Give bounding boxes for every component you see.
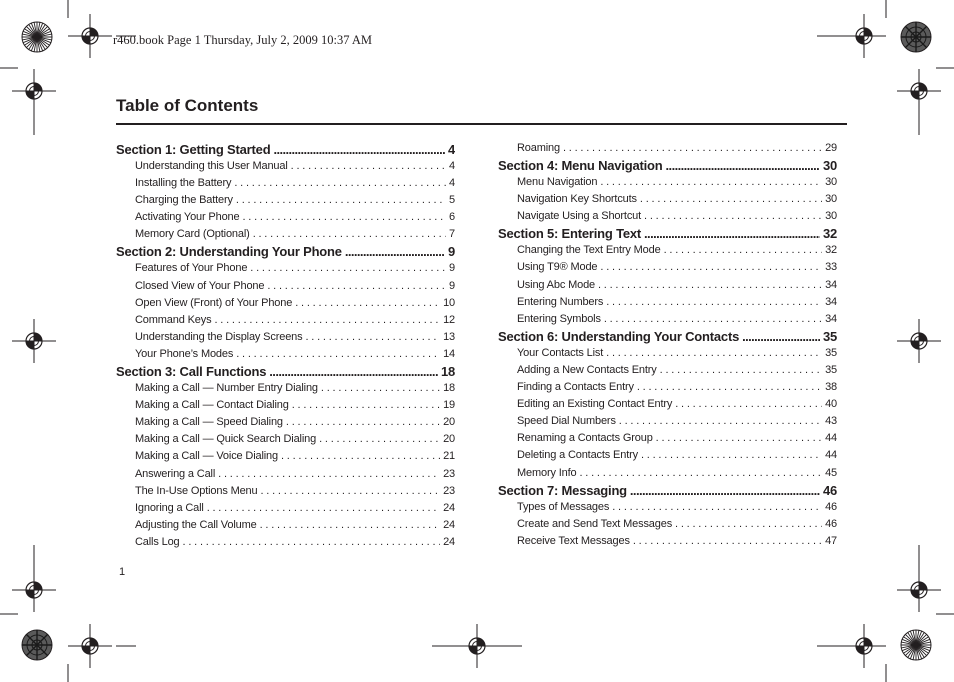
- toc-label: Using T9® Mode: [517, 261, 598, 274]
- dot-leader: [273, 141, 445, 158]
- toc-entry[interactable]: [116, 500, 455, 517]
- dot-leader: [250, 260, 446, 277]
- toc-label: Making a Call — Speed Dialing: [135, 416, 283, 429]
- toc-section-heading[interactable]: [116, 363, 455, 380]
- toc-label: Section 6: Understanding Your Contacts: [498, 328, 740, 344]
- toc-page-number: 13: [443, 330, 455, 343]
- toc-label: Ignoring a Call: [135, 501, 204, 514]
- toc-entry[interactable]: [116, 448, 455, 465]
- dot-leader: [243, 209, 447, 226]
- dot-leader: [675, 516, 822, 533]
- dot-leader: [253, 226, 446, 243]
- toc-entry[interactable]: [498, 208, 837, 225]
- toc-label: Open View (Front) of Your Phone: [135, 296, 293, 309]
- toc-entry[interactable]: [498, 277, 837, 294]
- dot-leader: [286, 414, 440, 431]
- toc-label: Editing an Existing Contact Entry: [517, 398, 673, 411]
- toc-entry[interactable]: [498, 242, 837, 259]
- toc-right-column: [498, 140, 837, 550]
- toc-section-heading[interactable]: [498, 225, 837, 242]
- dot-leader: [218, 466, 440, 483]
- toc-page-number: 23: [443, 467, 455, 480]
- dot-leader: [637, 379, 822, 396]
- toc-entry[interactable]: [498, 362, 837, 379]
- toc-entry[interactable]: [116, 397, 455, 414]
- toc-label: Section 3: Call Functions: [116, 364, 267, 380]
- toc-entry[interactable]: [116, 175, 455, 192]
- dot-leader: [269, 363, 438, 380]
- toc-section-heading[interactable]: [116, 243, 455, 260]
- toc-entry[interactable]: [498, 311, 837, 328]
- dot-leader: [579, 465, 822, 482]
- toc-label: Understanding this User Manual: [135, 160, 288, 172]
- toc-page-number: 46: [825, 517, 837, 530]
- dot-leader: [675, 396, 822, 413]
- toc-label: Receive Text Messages: [517, 534, 630, 547]
- toc-entry[interactable]: [498, 191, 837, 208]
- toc-entry[interactable]: [498, 174, 837, 191]
- dot-leader: [295, 295, 440, 312]
- page-number: 1: [119, 566, 126, 578]
- toc-page-number: 7: [449, 228, 455, 241]
- toc-page-number: 10: [443, 296, 455, 309]
- toc-label: Calls Log: [135, 535, 180, 548]
- toc-page-number: 32: [822, 226, 837, 242]
- toc-label: Adjusting the Call Volume: [135, 518, 257, 531]
- toc-section-heading[interactable]: [498, 157, 837, 174]
- toc-label: Features of Your Phone: [135, 262, 248, 275]
- toc-section-heading[interactable]: [116, 141, 455, 158]
- toc-label: Roaming: [517, 142, 560, 154]
- dot-leader: [660, 362, 822, 379]
- toc-entry[interactable]: [498, 413, 837, 430]
- dot-leader: [183, 534, 441, 551]
- toc-page-number: 19: [443, 399, 455, 412]
- dot-leader: [291, 158, 446, 175]
- toc-page-number: 40: [825, 398, 837, 411]
- toc-page-number: 43: [825, 415, 837, 428]
- toc-entry[interactable]: [116, 534, 455, 551]
- dot-leader: [742, 328, 820, 345]
- toc-entry[interactable]: [116, 346, 455, 363]
- toc-page-number: 35: [822, 328, 837, 344]
- dot-leader: [236, 192, 446, 209]
- dot-leader: [305, 329, 440, 346]
- toc-label: Section 5: Entering Text: [498, 226, 642, 242]
- dot-leader: [261, 483, 441, 500]
- toc-entry[interactable]: [498, 447, 837, 464]
- dot-leader: [292, 397, 440, 414]
- toc-entry[interactable]: [116, 329, 455, 346]
- toc-page-number: 14: [443, 347, 455, 360]
- toc-page-number: 21: [443, 450, 455, 463]
- toc-page-number: 24: [443, 501, 455, 514]
- toc-page-number: 9: [449, 262, 455, 275]
- toc-page-number: 4: [449, 177, 455, 190]
- toc-label: Understanding the Display Screens: [135, 330, 303, 343]
- toc-entry[interactable]: [116, 295, 455, 312]
- toc-entry[interactable]: [116, 260, 455, 277]
- toc-page-number: 18: [443, 382, 455, 395]
- toc-label: Create and Send Text Messages: [517, 517, 673, 530]
- dot-leader: [214, 312, 440, 329]
- toc-label: The In-Use Options Menu: [135, 484, 258, 497]
- toc-page-number: 35: [825, 363, 837, 376]
- dot-leader: [656, 430, 822, 447]
- toc-label: Your Phone’s Modes: [135, 347, 234, 360]
- toc-label: Section 4: Menu Navigation: [498, 158, 663, 174]
- toc-label: Answering a Call: [135, 467, 216, 480]
- dot-leader: [641, 447, 822, 464]
- dot-leader: [619, 413, 822, 430]
- toc-page-number: 4: [449, 160, 455, 172]
- toc-label: Section 7: Messaging: [498, 482, 627, 498]
- toc-page-number: 30: [825, 210, 837, 223]
- toc-entry[interactable]: [498, 516, 837, 533]
- toc-label: Menu Navigation: [517, 176, 598, 189]
- toc-entry[interactable]: [116, 466, 455, 483]
- toc-label: Memory Info: [517, 466, 577, 479]
- toc-page-number: 30: [822, 158, 837, 174]
- toc-label: Entering Numbers: [517, 295, 604, 308]
- dot-leader: [600, 259, 822, 276]
- toc-label: Types of Messages: [517, 500, 610, 513]
- toc-entry[interactable]: [116, 431, 455, 448]
- toc-page-number: 35: [825, 346, 837, 359]
- toc-page-number: 46: [822, 482, 837, 498]
- toc-label: Navigation Key Shortcuts: [517, 193, 637, 206]
- toc-label: Making a Call — Voice Dialing: [135, 450, 278, 463]
- toc-page-number: 34: [825, 295, 837, 308]
- toc-page-number: 24: [443, 535, 455, 548]
- toc-page-number: 4: [447, 142, 455, 157]
- toc-label: Section 2: Understanding Your Phone: [116, 244, 342, 260]
- toc-page-number: 34: [825, 278, 837, 291]
- toc-section-heading[interactable]: [498, 482, 837, 499]
- toc-page-number: 20: [443, 433, 455, 446]
- toc-entry[interactable]: [498, 499, 837, 516]
- toc-page-number: 9: [449, 279, 455, 292]
- dot-leader: [612, 499, 822, 516]
- dot-leader: [319, 431, 440, 448]
- toc-entry[interactable]: [116, 226, 455, 243]
- toc-entry[interactable]: [498, 379, 837, 396]
- toc-entry[interactable]: [498, 465, 837, 482]
- toc-entry[interactable]: [116, 380, 455, 397]
- toc-page-number: 30: [825, 176, 837, 189]
- toc-page-number: 29: [825, 142, 837, 154]
- dot-leader: [281, 448, 440, 465]
- toc-section-heading[interactable]: [498, 328, 837, 345]
- toc-page-number: 6: [449, 211, 455, 224]
- toc-label: Changing the Text Entry Mode: [517, 244, 661, 257]
- toc-label: Section 1: Getting Started: [116, 142, 271, 157]
- toc-entry[interactable]: [498, 259, 837, 276]
- toc-label: Renaming a Contacts Group: [517, 432, 653, 445]
- page-title: Table of Contents: [116, 96, 259, 115]
- toc-page-number: 47: [825, 534, 837, 547]
- dot-leader: [644, 225, 820, 242]
- toc-page-number: 9: [447, 244, 455, 260]
- dot-leader: [236, 346, 440, 363]
- toc-page-number: 45: [825, 466, 837, 479]
- toc-label: Command Keys: [135, 313, 212, 326]
- toc-entry[interactable]: [116, 192, 455, 209]
- toc-entry[interactable]: [498, 140, 837, 157]
- toc-entry[interactable]: [116, 278, 455, 295]
- toc-label: Your Contacts List: [517, 346, 604, 359]
- dot-leader: [600, 174, 822, 191]
- toc-page-number: 32: [825, 244, 837, 257]
- toc-page-number: 24: [443, 518, 455, 531]
- toc-page-number: 23: [443, 484, 455, 497]
- dot-leader: [606, 294, 822, 311]
- toc-page-number: 34: [825, 312, 837, 325]
- toc-label: Speed Dial Numbers: [517, 415, 616, 428]
- dot-leader: [604, 311, 822, 328]
- toc-label: Entering Symbols: [517, 312, 601, 325]
- toc-label: Activating Your Phone: [135, 211, 240, 224]
- toc-label: Installing the Battery: [135, 177, 232, 190]
- toc-label: Navigate Using a Shortcut: [517, 210, 642, 223]
- dot-leader: [563, 140, 822, 157]
- dot-leader: [321, 380, 440, 397]
- dot-leader: [630, 482, 820, 499]
- toc-label: Making a Call — Number Entry Dialing: [135, 382, 318, 395]
- toc-entry[interactable]: [116, 483, 455, 500]
- toc-entry[interactable]: [498, 294, 837, 311]
- toc-label: Making a Call — Contact Dialing: [135, 399, 289, 412]
- toc-label: Deleting a Contacts Entry: [517, 449, 638, 462]
- toc-page-number: 44: [825, 432, 837, 445]
- dot-leader: [267, 278, 446, 295]
- dot-leader: [345, 243, 445, 260]
- toc-entry[interactable]: [498, 396, 837, 413]
- dot-leader: [598, 277, 822, 294]
- toc-label: Finding a Contacts Entry: [517, 381, 634, 394]
- toc-label: Making a Call — Quick Search Dialing: [135, 433, 317, 446]
- toc-label: Closed View of Your Phone: [135, 279, 265, 292]
- toc-page-number: 20: [443, 416, 455, 429]
- dot-leader: [644, 208, 822, 225]
- toc-label: Charging the Battery: [135, 194, 233, 207]
- toc-entry[interactable]: [498, 430, 837, 447]
- toc-page-number: 18: [440, 364, 455, 380]
- title-rule: [116, 123, 847, 125]
- toc-label: Memory Card (Optional): [135, 228, 250, 241]
- toc-page-number: 12: [443, 313, 455, 326]
- toc-left-column: [116, 141, 455, 551]
- toc-page-number: 5: [449, 194, 455, 207]
- toc-label: Using Abc Mode: [517, 278, 595, 291]
- toc-entry[interactable]: [116, 209, 455, 226]
- dot-leader: [606, 345, 822, 362]
- toc-page-number: 44: [825, 449, 837, 462]
- dot-leader: [640, 191, 822, 208]
- toc-entry[interactable]: [498, 345, 837, 362]
- dot-leader: [664, 242, 822, 259]
- toc-page-number: 33: [825, 261, 837, 274]
- toc-entry[interactable]: [116, 517, 455, 534]
- print-header: r460.book Page 1 Thursday, July 2, 2009 10:37 AM: [113, 33, 373, 47]
- toc-page-number: 46: [825, 500, 837, 513]
- toc-page-number: 38: [825, 381, 837, 394]
- toc-label: Adding a New Contacts Entry: [517, 363, 657, 376]
- toc-entry[interactable]: [498, 533, 837, 550]
- toc-entry[interactable]: [116, 414, 455, 431]
- dot-leader: [633, 533, 822, 550]
- toc-entry[interactable]: [116, 312, 455, 329]
- dot-leader: [207, 500, 440, 517]
- toc-page-number: 30: [825, 193, 837, 206]
- dot-leader: [666, 157, 820, 174]
- toc-entry[interactable]: [116, 158, 455, 175]
- dot-leader: [260, 517, 440, 534]
- dot-leader: [234, 175, 446, 192]
